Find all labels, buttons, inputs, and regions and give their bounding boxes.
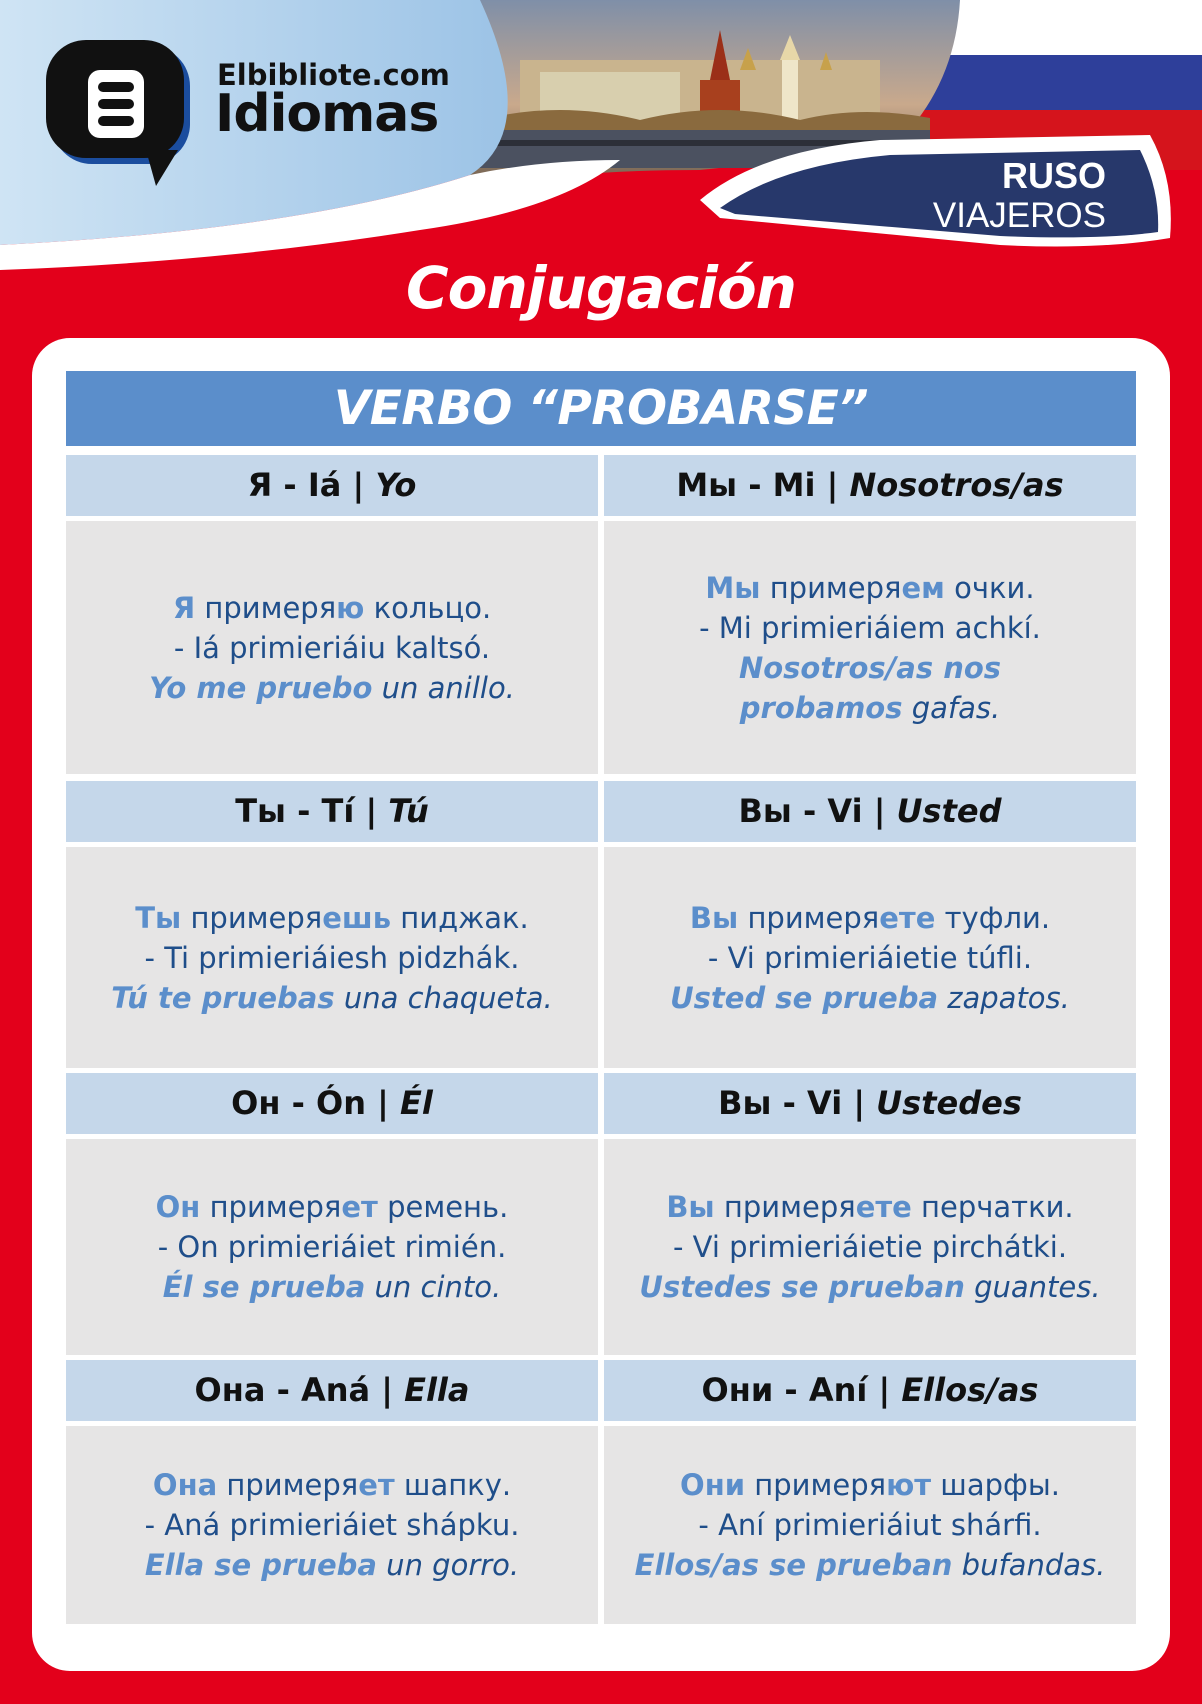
language-badge <box>933 156 1106 236</box>
spanish-translation: Tú te pruebas una chaqueta. <box>111 980 553 1015</box>
conjugation-example <box>66 847 598 1068</box>
pronoun-es: Tú <box>388 792 429 830</box>
spanish-translation: Ustedes se prueban guantes. <box>639 1270 1101 1304</box>
logo-speech-bubble-icon <box>46 38 196 188</box>
spanish-translation: Ellos/as se prueban bufandas. <box>634 1548 1106 1582</box>
level-label: VIAJEROS <box>932 196 1106 235</box>
pronoun-header <box>66 1360 598 1421</box>
header <box>0 0 1202 270</box>
pronoun-header <box>604 1073 1136 1134</box>
russian-sentence: Мы примеряем очки. <box>705 570 1035 605</box>
russian-sentence: Вы примеряете перчатки. <box>666 1190 1074 1224</box>
transliteration: - Mi primieriáiem achkí. <box>699 610 1041 645</box>
conjugation-example <box>604 1139 1136 1355</box>
pronoun-es: Ustedes <box>876 1084 1022 1122</box>
russian-sentence: Вы примеряете туфли. <box>689 900 1051 935</box>
transliteration: - Aní primieriáiut shárfi. <box>698 1508 1042 1542</box>
pronoun-ru: Он - Ón | <box>231 1084 400 1122</box>
pronoun-es: Yo <box>375 466 417 504</box>
pronoun-es: Nosotros/as <box>849 466 1064 504</box>
conjugation-example <box>66 1426 598 1624</box>
russian-sentence: Ты примеряешь пиджак. <box>135 900 529 935</box>
spanish-translation: Ella se prueba un gorro. <box>144 1548 520 1582</box>
transliteration: - Vi primieriáietie túfli. <box>707 940 1033 975</box>
pronoun-ru: Мы - Mi | <box>676 466 850 504</box>
pronoun-header <box>604 781 1136 842</box>
conjugation-example <box>66 521 598 774</box>
pronoun-ru: Она - Aná | <box>194 1371 405 1409</box>
spanish-translation: Yo me pruebo un anillo. <box>149 670 515 705</box>
pronoun-ru: Они - Aní | <box>701 1371 902 1409</box>
spanish-translation: Nosotros/as nos probamos gafas. <box>738 650 1002 725</box>
pronoun-header <box>66 455 598 516</box>
transliteration: - Ti primieriáiesh pidzhák. <box>144 940 520 975</box>
transliteration: - Iá primieriáiu kaltsó. <box>173 630 491 665</box>
brand-name: Idiomas <box>215 84 439 144</box>
verb-title-banner: VERBO “PROBARSE” <box>66 371 1136 446</box>
pronoun-es: Usted <box>896 792 1002 830</box>
transliteration: - Vi primieriáietie pirchátki. <box>672 1230 1068 1264</box>
transliteration: - Aná primieriáiet shápku. <box>144 1508 520 1542</box>
pronoun-header <box>66 781 598 842</box>
spanish-translation: Él se prueba un cinto. <box>162 1270 502 1304</box>
conjugation-example <box>604 521 1136 774</box>
conjugation-example <box>604 847 1136 1068</box>
brand-site: Elbibliote.com <box>217 58 450 92</box>
pronoun-header <box>604 455 1136 516</box>
pronoun-ru: Вы - Vi | <box>738 792 897 830</box>
language-label: RUSO <box>1001 155 1106 196</box>
pronoun-ru: Вы - Vi | <box>718 1084 877 1122</box>
conjugation-example <box>66 1139 598 1355</box>
transliteration: - On primieriáiet rimién. <box>157 1230 507 1264</box>
spanish-translation: Usted se prueba zapatos. <box>670 980 1070 1015</box>
pronoun-es: Ella <box>404 1371 470 1409</box>
pronoun-ru: Ты - Tí | <box>235 792 389 830</box>
russian-sentence: Они примеряют шарфы. <box>680 1468 1060 1502</box>
russian-sentence: Он примеряет ремень. <box>155 1190 509 1224</box>
pronoun-header <box>66 1073 598 1134</box>
pronoun-ru: Я - Iá | <box>247 466 376 504</box>
pronoun-es: Él <box>400 1084 433 1122</box>
conjugation-example <box>604 1426 1136 1624</box>
pronoun-header <box>604 1360 1136 1421</box>
russian-sentence: Она примеряет шапку. <box>152 1468 512 1502</box>
pronoun-es: Ellos/as <box>901 1371 1039 1409</box>
russian-sentence: Я примеряю кольцо. <box>172 590 492 625</box>
page-title: Conjugación <box>406 254 796 322</box>
